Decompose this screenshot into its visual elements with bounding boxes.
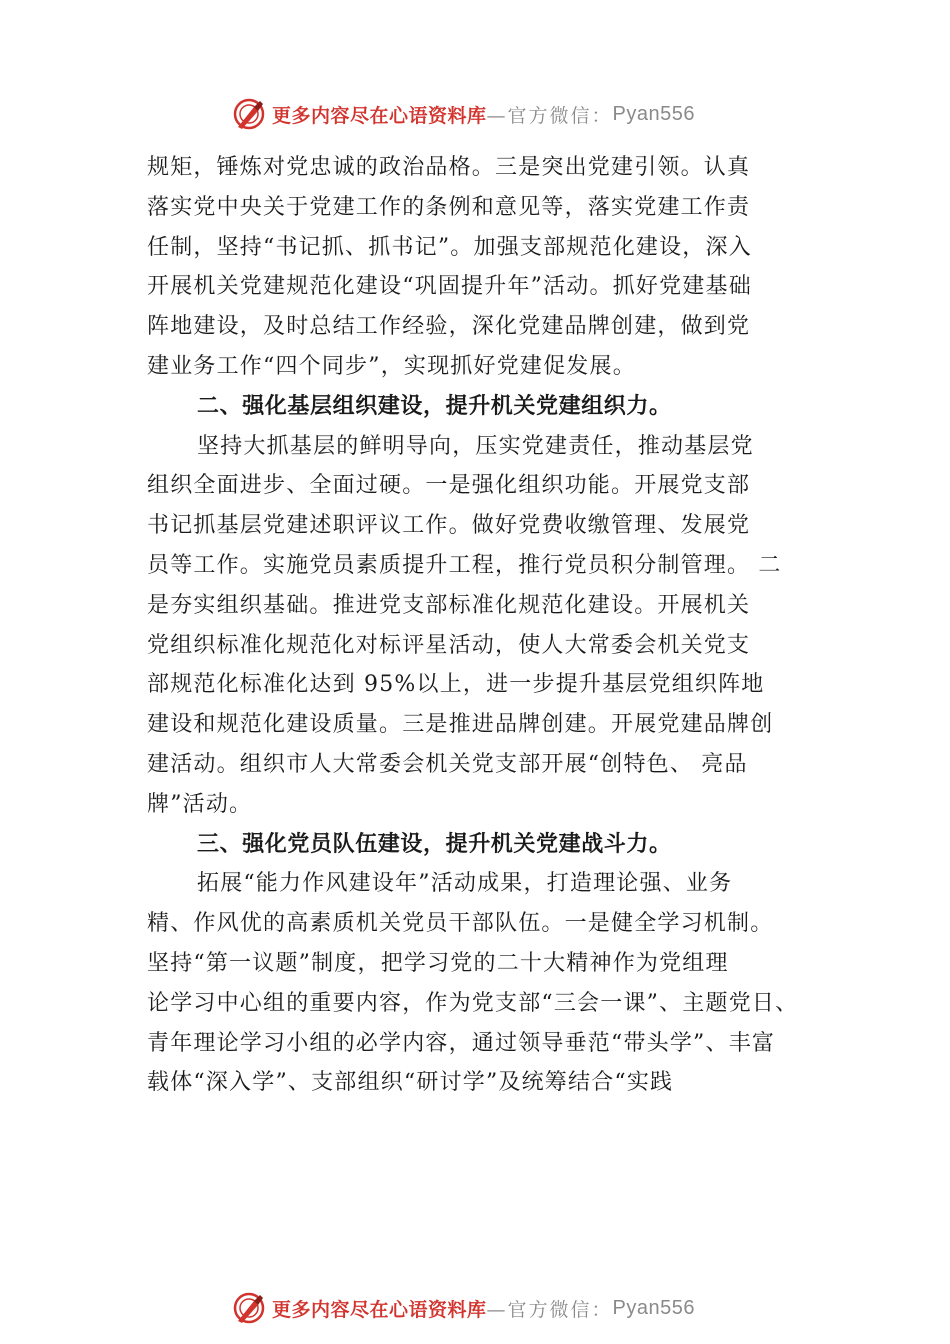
text-line: 牌”活动。	[147, 791, 253, 817]
text-line: 坚持大抓基层的鲜明导向，压实党建责任，推动基层党	[197, 433, 754, 459]
text-line: 开展机关党建规范化建设“巩固提升年”活动。抓好党建基础	[147, 274, 752, 300]
text-line: 建设和规范化建设质量。三是推进品牌创建。开展党建品牌创	[147, 712, 774, 738]
text-line: 规矩，锤炼对党忠诚的政治品格。三是突出党建引领。认真	[147, 155, 751, 180]
text-line: 阵地建设，及时总结工作经验，深化党建品牌创建，做到党	[147, 314, 751, 340]
pen-logo-icon	[232, 1291, 266, 1325]
text-line: 组织全面进步、全面过硬。一是强化组织功能。开展党支部	[147, 473, 751, 499]
text-line: 论学习中心组的重要内容，作为党支部“三会一课”、主题党日、	[147, 990, 799, 1016]
document-body	[147, 148, 837, 1103]
banner-wechat-id: Pyan556	[612, 1296, 695, 1319]
section-heading-3: 三、强化党员队伍建设，提升机关党建战斗力。	[197, 831, 672, 857]
pen-logo-icon	[232, 97, 266, 131]
text-line: 载体“深入学”、支部组织“研讨学”及统筹结合“实践	[147, 1070, 674, 1096]
footer-banner	[232, 1291, 695, 1325]
text-line: 员等工作。实施党员素质提升工程，推行党员积分制管理。 二	[147, 552, 782, 578]
text-line: 是夯实组织基础。推进党支部标准化规范化建设。开展机关	[147, 592, 751, 618]
banner-wechat-id: Pyan556	[612, 102, 695, 125]
section-heading-2: 二、强化基层组织建设，提升机关党建组织力。	[197, 393, 672, 419]
text-line: 落实党中央关于党建工作的条例和意见等，落实党建工作责	[147, 194, 751, 220]
text-line: 党组织标准化规范化对标评星活动，使人大常委会机关党支	[147, 632, 751, 658]
text-line: 建业务工作“四个同步”，实现抓好党建促发展。	[147, 353, 636, 379]
text-line: 精、作风优的高素质机关党员干部队伍。一是健全学习机制。	[147, 911, 774, 937]
header-banner	[232, 97, 695, 131]
banner-main-text: 更多内容尽在心语资料库	[272, 1298, 487, 1321]
text-line: 书记抓基层党建述职评议工作。做好党费收缴管理、发展党	[147, 513, 751, 539]
text-line: 拓展“能力作风建设年”活动成果，打造理论强、业务	[197, 871, 733, 897]
banner-sub-text: —官方微信：	[486, 1298, 613, 1321]
banner-sub-text: —官方微信：	[486, 104, 613, 127]
text-line: 部规范化标准化达到 95%以上，进一步提升基层党组织阵地	[147, 672, 765, 698]
text-line: 坚持“第一议题”制度，把学习党的二十大精神作为党组理	[147, 950, 729, 976]
text-line: 建活动。组织市人大常委会机关党支部开展“创特色、 亮品	[147, 751, 748, 777]
banner-main-text: 更多内容尽在心语资料库	[272, 104, 487, 127]
text-line: 青年理论学习小组的必学内容，通过领导垂范“带头学”、丰富	[147, 1030, 776, 1056]
text-line: 任制，坚持“书记抓、抓书记”。加强支部规范化建设，深入	[147, 234, 752, 260]
